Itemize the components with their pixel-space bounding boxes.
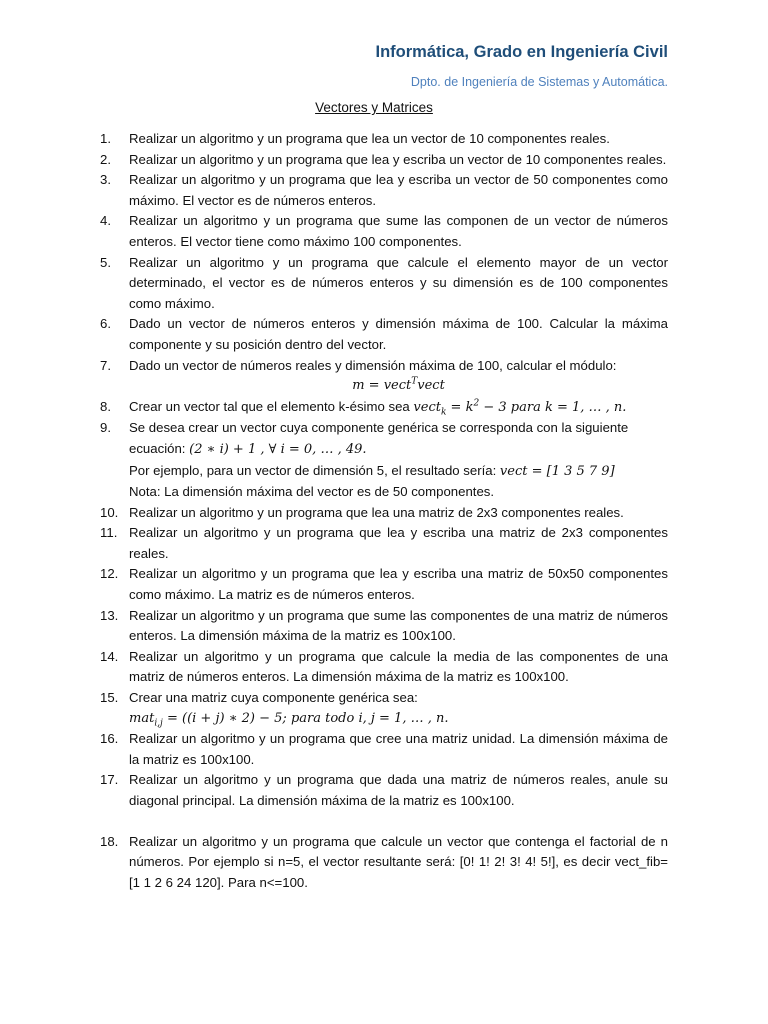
item-number: 3. [100,172,111,188]
document-title: Vectores y Matrices [315,100,433,115]
item-text: Realizar un algoritmo y un programa que lea un vector de 10 componentes reales. [129,131,610,146]
list-item [100,397,668,419]
item-text: Realizar un algoritmo y un programa que dada una matriz de números reales, anule su diagonal principal. La dimensión máxima de la matriz es 100x100. [129,772,668,808]
eq-equals: = [364,378,384,394]
list-item [100,503,668,524]
item-number: 10. [100,504,119,520]
item-text: Realizar un algoritmo y un programa que lea y escriba un vector de 50 componentes como máximo. El vector es de números enteros. [129,172,668,208]
item-number: 4. [100,213,111,229]
item-text: Realizar un algoritmo y un programa que lea una matriz de 2x3 componentes reales. [129,504,624,520]
item-text: Realizar un algoritmo y un programa que calcule el elemento mayor de un vector determinado, el vector es de números enteros y su dimensión es de 100 componentes como máximo. [129,254,668,311]
item-number: 15. [100,690,119,706]
eq-rest: = ((i + j) ∗ 2) − 5; para todo i, j = 1, … , n. [162,710,449,726]
list-spacer [100,812,668,832]
item-number: 1. [100,131,111,146]
eq-equals: = [446,399,466,415]
item-text: Dado un vector de números enteros y dimensión máxima de 100. Calcular la máxima componente y su posición dentro del vector. [129,316,668,352]
item-number: 5. [100,254,111,270]
list-item [100,564,668,605]
item-text: Realizar un algoritmo y un programa que cree una matriz unidad. La dimensión máxima de la matriz es 100x100. [129,731,668,767]
eq-superscript: T [411,376,418,387]
list-item [100,832,668,894]
list-item [100,253,668,315]
list-item [100,356,668,397]
exercise-list [100,129,668,893]
item-text: Realizar un algoritmo y un programa que lea y escriba una matriz de 50x50 componentes como máximo. La matriz es de números enteros. [129,566,668,603]
list-item [100,150,668,171]
item-text-part: Por ejemplo, para un vector de dimensión 5, el resultado sería: [129,462,500,478]
eq-superscript: 2 [473,398,480,409]
eq-para: para [510,399,541,415]
inline-equation: vect = [1 3 5 7 9] [499,463,615,479]
item-text: Realizar un algoritmo y un programa que sume las componentes de una matriz de números enteros. La dimensión máxima de la matriz es 100x100. [129,607,668,644]
list-item [100,647,668,688]
eq-tail: vect [417,378,445,394]
header-subtitle: Dpto. de Ingeniería de Sistemas y Automática. [410,75,668,89]
item-text [129,461,668,483]
item-number: 17. [100,772,119,788]
item-text [129,397,668,419]
inline-equation [413,398,627,418]
item-number: 13. [100,607,119,623]
eq-rest: − 3 [479,399,511,415]
list-item [100,523,668,564]
eq-lhs: m [352,378,365,394]
item-text: Realizar un algoritmo y un programa que calcule un vector que contenga el factorial de n números. Por ejemplo si n=5, el vector resultante será: [0! 1! 2! 3! 4! 5!], es decir vect_fib= [1 1 2 6 24 120]. Para n<=100. [129,833,668,890]
item-text: Realizar un algoritmo y un programa que lea y escriba una matriz de 2x3 componentes reales. [129,525,668,561]
eq-base: vect [383,378,412,394]
item-number: 16. [100,731,119,747]
item-number: 14. [100,648,119,664]
item-text: Realizar un algoritmo y un programa que lea y escriba un vector de 10 componentes reales. [129,151,667,167]
item-text: Realizar un algoritmo y un programa que calcule la media de las componentes de una matriz de números enteros. La dimensión máxima de la matriz es 100x100. [129,648,668,685]
item-text-part: Crear un vector tal que el elemento k-ésimo sea [129,398,414,414]
list-item [100,314,668,355]
eq-subscript: k [440,407,447,418]
list-item [100,729,668,770]
item-number: 18. [100,833,119,849]
eq-subscript: i,j [154,718,163,729]
item-number: 12. [100,566,119,582]
item-number: 7. [100,357,111,373]
list-item [100,211,668,252]
item-text: Dado un vector de números reales y dimensión máxima de 100, calcular el módulo: [129,357,617,373]
item-number: 6. [100,316,111,332]
item-number: 11. [100,525,118,541]
list-item [100,129,668,150]
item-text-part: ecuación: [129,440,190,456]
eq-range: k = 1, … , n. [540,399,627,415]
item-number: 9. [100,420,111,436]
header-title: Informática, Grado en Ingeniería Civil [375,43,668,61]
item-note: Nota: La dimensión máxima del vector es de 50 componentes. [129,484,495,500]
list-item [100,688,668,729]
item-text: Se desea crear un vector cuya componente genérica se corresponda con la siguiente [129,420,629,436]
equation [129,376,668,397]
eq-k: k [465,399,474,415]
inline-equation: (2 ∗ i) + 1 , ∀ i = 0, … , 49. [189,441,367,457]
eq-base: mat [129,710,155,726]
item-text: Realizar un algoritmo y un programa que sume las componen de un vector de números enteros. El vector tiene como máximo 100 componentes. [129,213,668,249]
list-item [100,418,668,502]
list-item [100,770,668,811]
item-number: 8. [100,398,111,414]
list-item [100,170,668,211]
item-text: Crear una matriz cuya componente genérica sea: [129,690,418,706]
item-number: 2. [100,151,111,167]
item-text [129,439,668,461]
equation [129,709,668,730]
eq-base: vect [413,399,441,415]
list-item [100,606,668,647]
